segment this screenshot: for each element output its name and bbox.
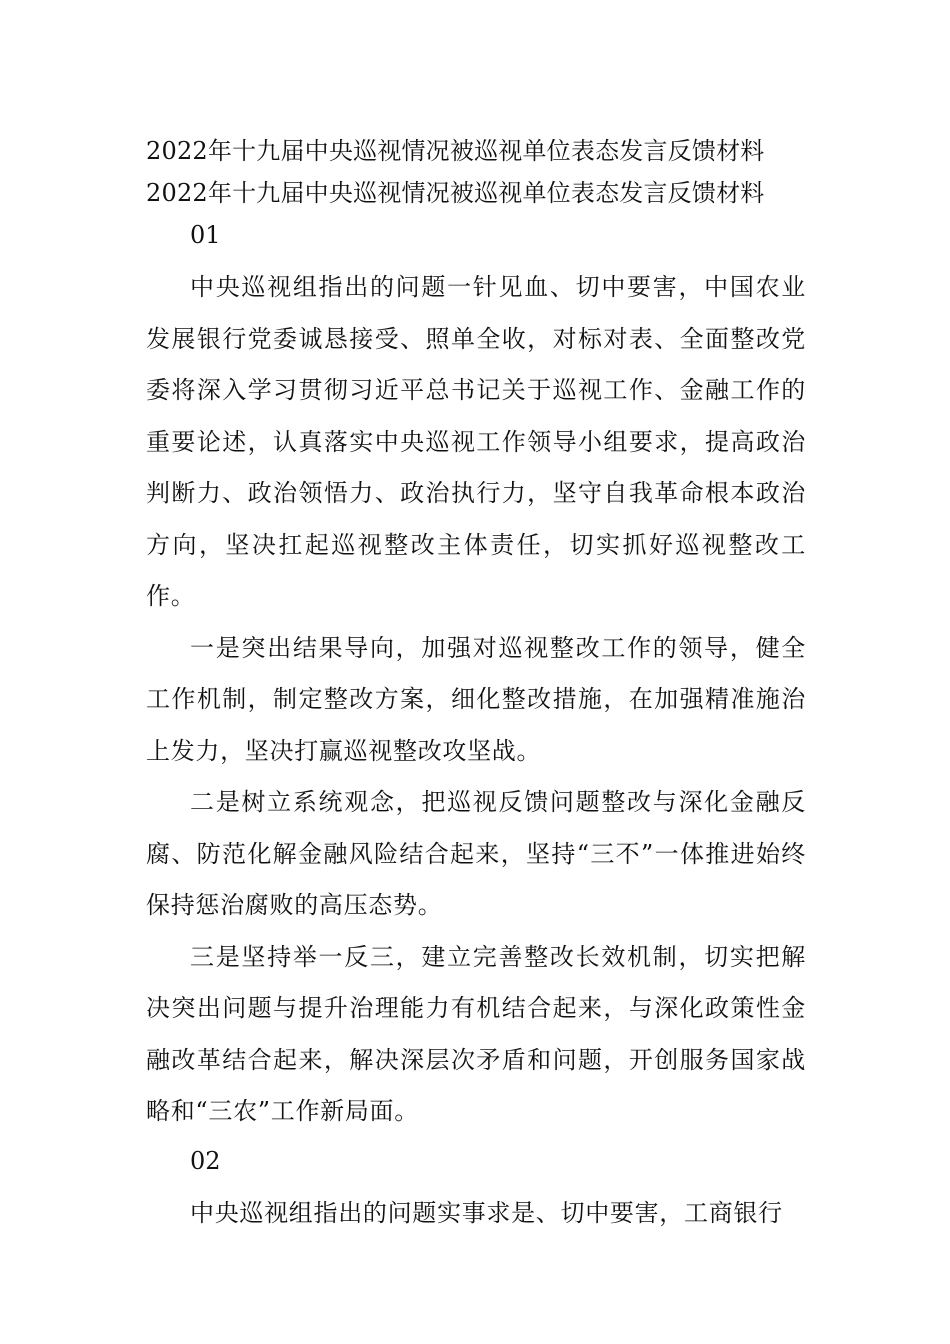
document-page bbox=[146, 130, 806, 1239]
section-number: 01 bbox=[190, 221, 221, 249]
section-01 bbox=[146, 214, 806, 1138]
section-number: 02 bbox=[190, 1146, 221, 1175]
section-02 bbox=[146, 1140, 806, 1240]
paragraph: 三是坚持举一反三，建立完善整改长效机制，切实把解决突出问题与提升治理能力有机结合起来，与深化政策性金融改革结合起来，解决深层次矛盾和问题，开创服务国家战略和“三农”工作新局面。 bbox=[146, 942, 806, 1125]
paragraph: 二是树立系统观念，把巡视反馈问题整改与深化金融反腐、防范化解金融风险结合起来，坚持“三不”一体推进始终保持惩治腐败的高压态势。 bbox=[146, 788, 806, 919]
document-title-repeat: 2022年十九届中央巡视情况被巡视单位表态发言反馈材料 bbox=[146, 179, 765, 207]
document-title: 2022年十九届中央巡视情况被巡视单位表态发言反馈材料 bbox=[146, 137, 765, 165]
paragraph: 中央巡视组指出的问题实事求是、切中要害，工商银行 bbox=[190, 1198, 783, 1227]
paragraph: 中央巡视组指出的问题一针见血、切中要害，中国农业发展银行党委诚恳接受、照单全收，对标对表、全面整改党委将深入学习贯彻习近平总书记关于巡视工作、金融工作的重要论述，认真落实中央巡视工作领导小组要求，提高政治判断力、政治领悟力、政治执行力，坚守自我革命根本政治方向，坚决扛起巡视整改主体责任，切实抓好巡视整改工作。 bbox=[146, 273, 806, 610]
paragraph: 一是突出结果导向，加强对巡视整改工作的领导，健全工作机制，制定整改方案，细化整改措施，在加强精准施治上发力，坚决打赢巡视整改攻坚战。 bbox=[146, 633, 806, 765]
